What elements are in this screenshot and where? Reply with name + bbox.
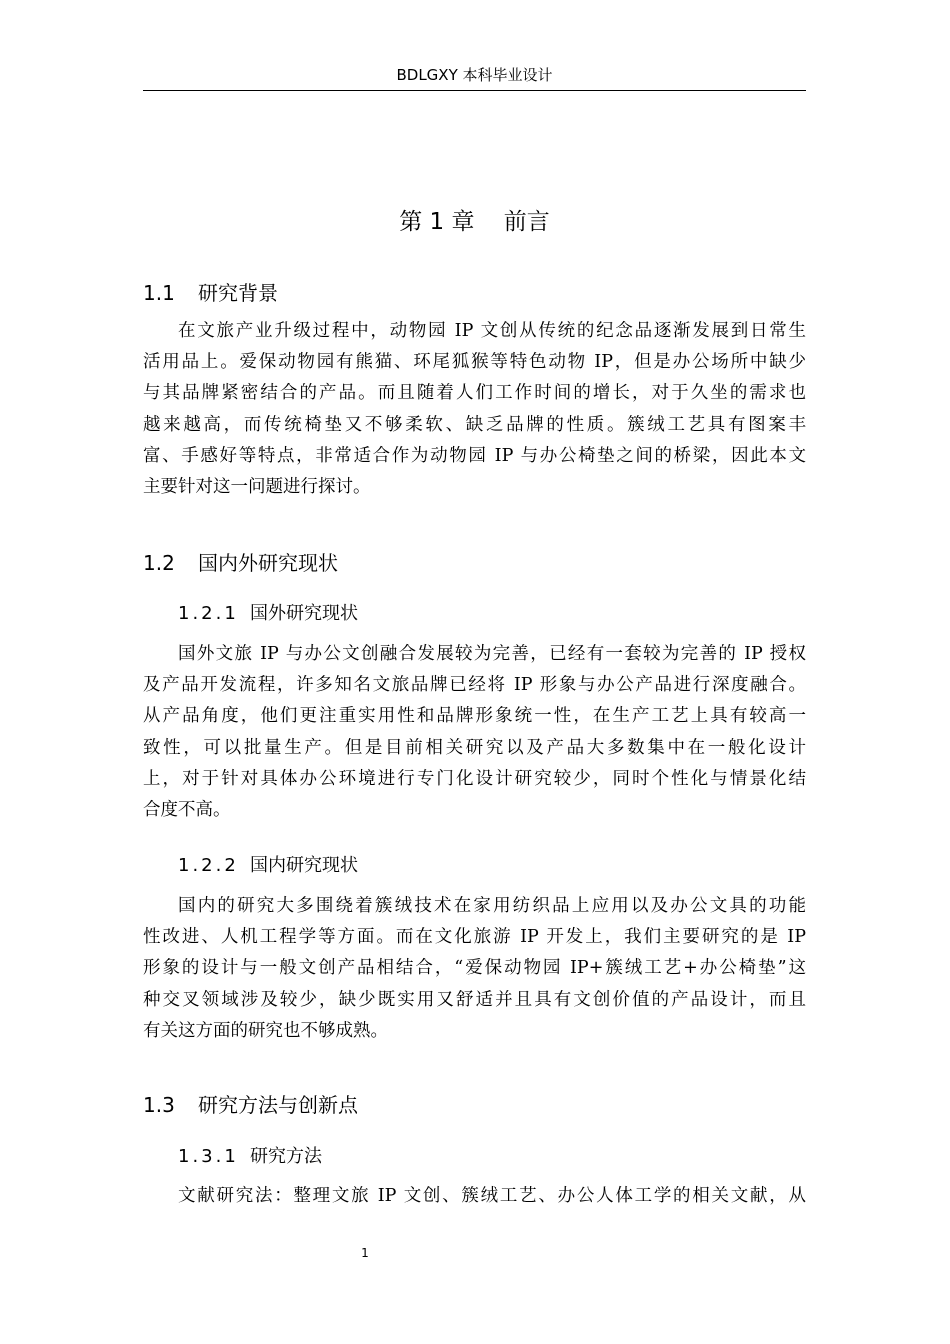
- paragraph-line: 与其品牌紧密结合的产品。而且随着人们工作时间的增长，对于久坐的需求也: [143, 383, 806, 404]
- paragraph-line: 国内的研究大多围绕着簇绒技术在家用纺织品上应用以及办公文具的功能: [178, 896, 806, 916]
- paragraph-line: 国外文旅 IP 与办公文创融合发展较为完善，已经有一套较为完善的 IP 授权: [178, 644, 806, 664]
- section-title: 研究背景: [198, 281, 278, 305]
- chapter-title: 第 1 章 前言: [399, 209, 550, 235]
- subsection-number: 1.3.1: [178, 1146, 239, 1167]
- subsection-title: 国内研究现状: [250, 855, 358, 876]
- subsection-heading-1-2-1: [178, 600, 358, 628]
- subsection-title: 国外研究现状: [250, 603, 358, 624]
- paragraph-line: 合度不高。: [143, 800, 231, 821]
- paragraph-line: 上，对于针对具体办公环境进行专门化设计研究较少，同时个性化与情景化结: [143, 768, 806, 789]
- paragraph-line: 活用品上。爱保动物园有熊猫、环尾狐猴等特色动物 IP，但是办公场所中缺少: [143, 352, 806, 373]
- paragraph-foreign-research: [143, 639, 806, 826]
- section-heading-1-1: [143, 278, 278, 308]
- paragraph-line: 越来越高，而传统椅垫又不够柔软、缺乏品牌的性质。簇绒工艺具有图案丰: [143, 414, 806, 435]
- paragraph-line: 有关这方面的研究也不够成熟。: [143, 1020, 388, 1041]
- paragraph-line: 形象的设计与一般文创产品相结合，“爱保动物园 IP+簇绒工艺+办公椅垫”这: [143, 958, 806, 979]
- paragraph-research-methods: [143, 1181, 806, 1212]
- running-header: BDLGXY 本科毕业设计: [396, 66, 553, 84]
- paragraph-domestic-research: [143, 891, 806, 1047]
- section-heading-1-2: [143, 548, 338, 578]
- paragraph-line: 种交叉领域涉及较少，缺少既实用又舒适并且具有文创价值的产品设计，而且: [143, 989, 806, 1010]
- paragraph-research-background: [143, 316, 806, 503]
- paragraph-line: 富、手感好等特点，非常适合作为动物园 IP 与办公椅垫之间的桥梁，因此本文: [143, 445, 806, 466]
- section-number: 1.1: [143, 281, 175, 305]
- subsection-number: 1.2.2: [178, 855, 239, 876]
- section-number: 1.3: [143, 1093, 175, 1117]
- section-title: 国内外研究现状: [198, 551, 338, 575]
- subsection-number: 1.2.1: [178, 603, 239, 624]
- paragraph-line: 从产品角度，他们更注重实用性和品牌形象统一性，在生产工艺上具有较高一: [143, 706, 806, 727]
- page-number: 1: [361, 1246, 369, 1260]
- section-number: 1.2: [143, 551, 175, 575]
- paragraph-line: 及产品开发流程，许多知名文旅品牌已经将 IP 形象与办公产品进行深度融合。: [143, 675, 806, 696]
- subsection-heading-1-2-2: [178, 852, 358, 880]
- section-heading-1-3: [143, 1090, 358, 1120]
- subsection-title: 研究方法: [250, 1146, 322, 1167]
- paragraph-line: 性改进、人机工程学等方面。而在文化旅游 IP 开发上，我们主要研究的是 IP: [143, 927, 806, 948]
- paragraph-line: 在文旅产业升级过程中，动物园 IP 文创从传统的纪念品逐渐发展到日常生: [178, 321, 806, 341]
- paragraph-line: 主要针对这一问题进行探讨。: [143, 477, 371, 498]
- paragraph-line: 文献研究法：整理文旅 IP 文创、簇绒工艺、办公人体工学的相关文献，从: [178, 1186, 806, 1206]
- header-divider: [143, 90, 806, 91]
- paragraph-line: 致性，可以批量生产。但是目前相关研究以及产品大多数集中在一般化设计: [143, 737, 806, 758]
- section-title: 研究方法与创新点: [198, 1093, 358, 1117]
- subsection-heading-1-3-1: [178, 1143, 322, 1171]
